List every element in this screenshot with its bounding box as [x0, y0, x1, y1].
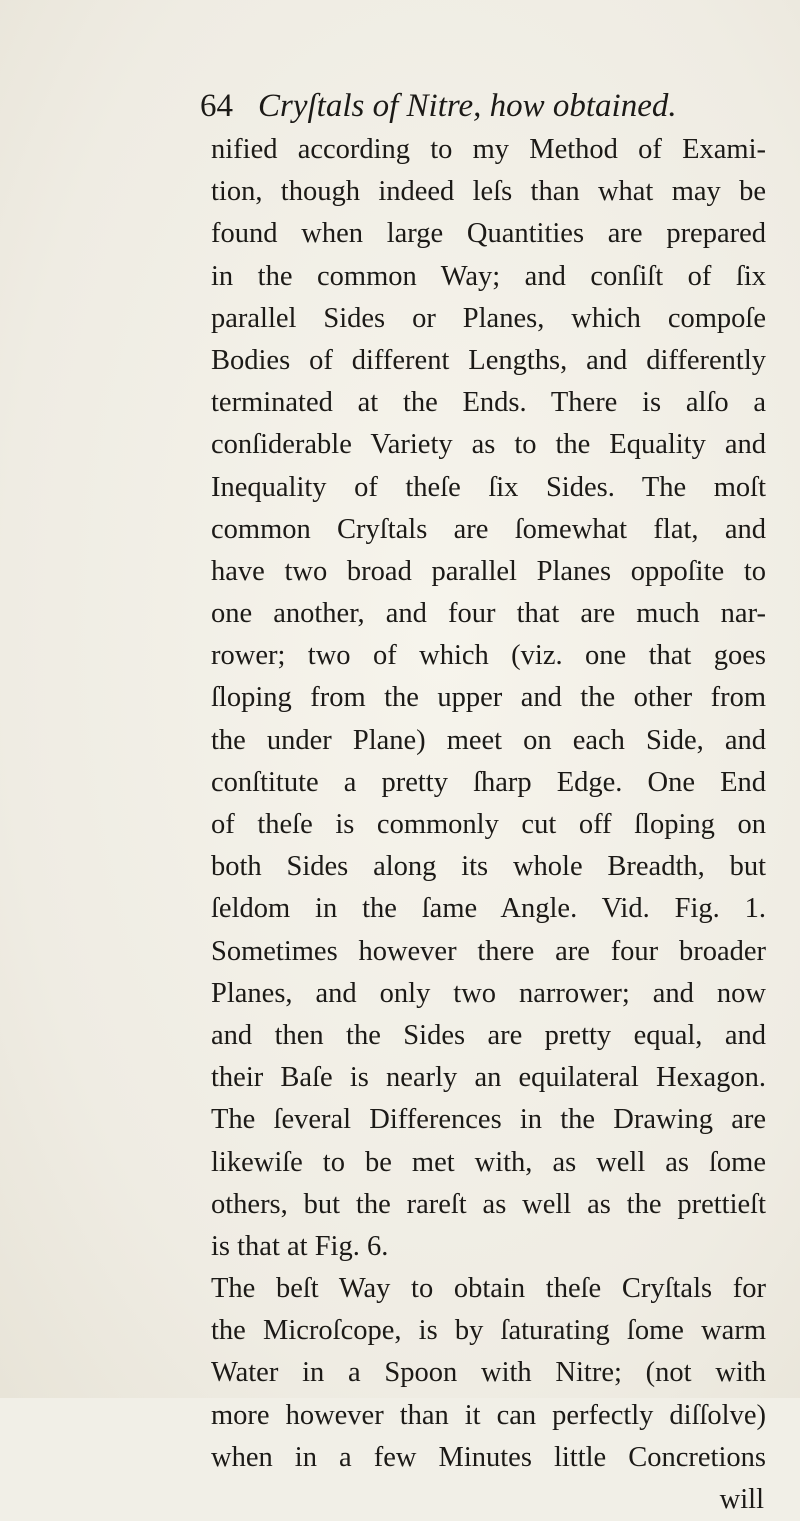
text-line: in the common Way; and conſiſt of ſix: [211, 260, 766, 292]
text-line: likewiſe to be met with, as well as ſome: [211, 1146, 766, 1178]
text-line: the Microſcope, is by ſaturating ſome warm: [211, 1315, 766, 1347]
text-line: others, but the rareſt as well as the prettieſt: [211, 1188, 766, 1220]
text-line: their Baſe is nearly an equilateral Hexagon.: [211, 1062, 766, 1094]
text-line: is that at Fig. 6.: [211, 1230, 389, 1262]
text-line: of theſe is commonly cut off ſloping on: [211, 809, 766, 840]
text-line: common Cryſtals are ſomewhat flat, and: [211, 513, 766, 545]
text-line: nified according to my Method of Exami-: [211, 134, 766, 165]
text-line: both Sides along its whole Breadth, but: [211, 851, 766, 883]
text-line: one another, and four that are much nar-: [211, 598, 766, 630]
text-line: tion, though indeed leſs than what may be: [211, 176, 766, 208]
text-line: Planes, and only two narrower; and now: [211, 977, 766, 1009]
text-line: conſtitute a pretty ſharp Edge. One End: [211, 766, 766, 798]
text-line: ſloping from the upper and the other from: [211, 682, 766, 714]
text-line: when in a few Minutes little Concretions: [211, 1441, 766, 1473]
page-header: [200, 88, 760, 128]
text-line: Water in a Spoon with Nitre; (not with: [211, 1357, 766, 1389]
text-line: Bodies of different Lengths, and differently: [211, 344, 766, 376]
page-number: 64: [200, 88, 233, 124]
text-line: The ſeveral Differences in the Drawing are: [211, 1104, 766, 1136]
text-line: conſiderable Variety as to the Equality and: [211, 429, 766, 461]
text-line: found when large Quantities are prepared: [211, 218, 766, 250]
text-line: ſeldom in the ſame Angle. Vid. Fig. 1.: [211, 893, 766, 925]
text-line: more however than it can perfectly diſſolve): [211, 1399, 766, 1431]
text-line: terminated at the Ends. There is alſo a: [211, 387, 766, 419]
text-line: The beſt Way to obtain theſe Cryſtals for: [211, 1273, 766, 1305]
text-line: Inequality of theſe ſix Sides. The moſt: [211, 471, 766, 503]
catchword: will: [719, 1484, 764, 1515]
text-line: parallel Sides or Planes, which compoſe: [211, 302, 766, 334]
text-line: rower; two of which (viz. one that goes: [211, 640, 766, 672]
text-line: have two broad parallel Planes oppoſite to: [211, 555, 766, 587]
text-line: Sometimes however there are four broader: [211, 935, 766, 967]
running-title: Cryſtals of Nitre, how obtained.: [258, 88, 677, 124]
text-line: the under Plane) meet on each Side, and: [211, 724, 766, 756]
text-line: and then the Sides are pretty equal, and: [211, 1019, 766, 1051]
body-text: [211, 129, 766, 1521]
